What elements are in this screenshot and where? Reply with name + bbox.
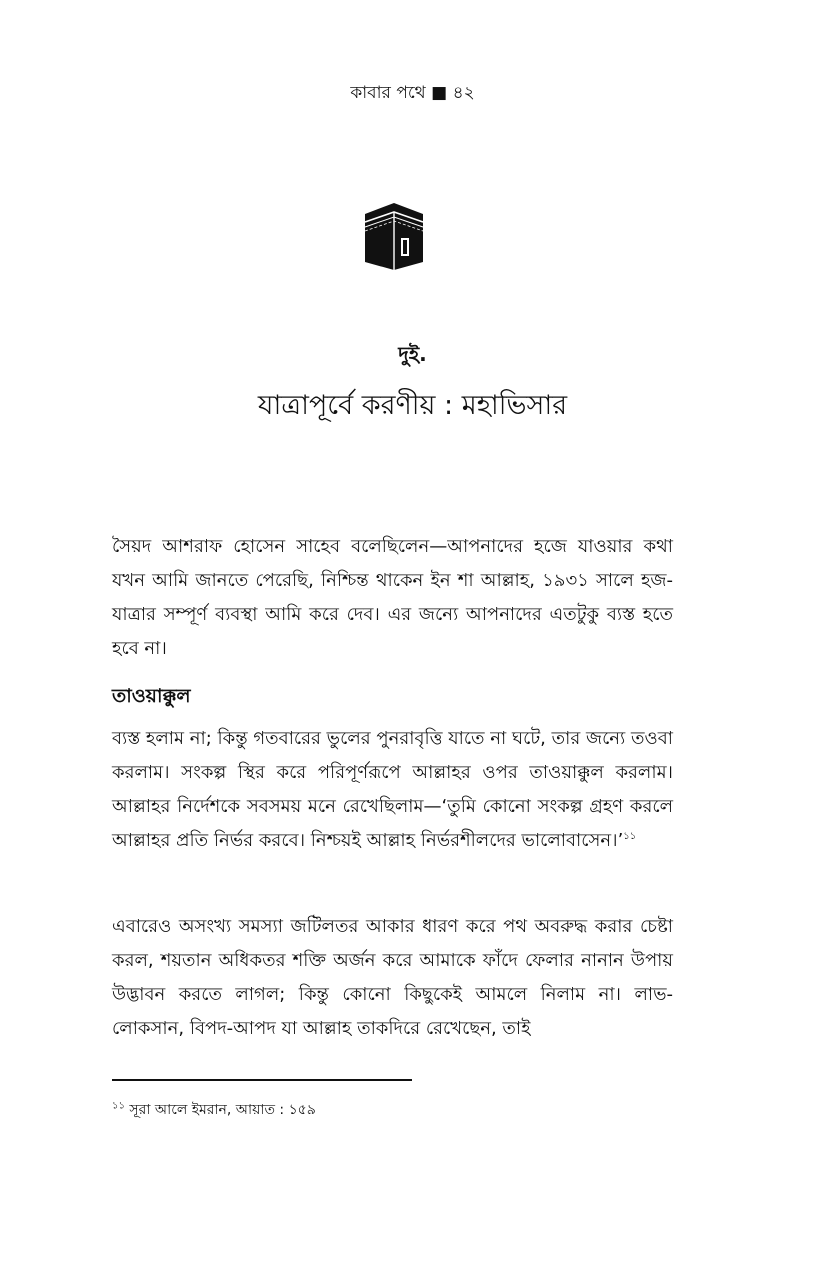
footnote-ref: ১১ <box>623 831 637 842</box>
paragraph-3: এবারেও অসংখ্য সমস্যা জটিলতর আকার ধারণ করে পথ অবরুদ্ধ করার চেষ্টা করল, শয়তান অধিকতর শক্তি অর্জন করে আমাকে ফাঁদে ফেলার নানান উপায় উদ্ভাবন করতে লাগল; কিন্তু কোনো কিছুকেই আমলে নিলাম না। লাভ-লোকসান, বিপদ-আপদ যা আল্লাহ তাকদিরে রেখেছেন, তাই <box>112 916 673 1039</box>
paragraph-2 <box>112 722 673 858</box>
footnote-text: সূরা আলে ইমরান, আয়াত : ১৫৯ <box>124 1102 316 1118</box>
running-head: কাবার পথে ■ ৪২ <box>350 83 475 103</box>
footnote <box>112 1098 316 1122</box>
chapter-title: যাত্রাপূর্বে করণীয় : মহাভিসার <box>257 390 568 421</box>
footnote-marker: ১১ <box>112 1100 125 1112</box>
section-subheading: তাওয়াক্কুল <box>112 685 191 707</box>
paragraph-1: সৈয়দ আশরাফ হোসেন সাহেব বলেছিলেন—আপনাদের হজে যাওয়ার কথা যখন আমি জানতে পেরেছি, নিশ্চিন্ত থাকেন ইন শা আল্লাহ, ১৯৩১ সালে হজ-যাত্রার সম্পূর্ণ ব্যবস্থা আমি করে দেব। এর জন্যে আপনাদের এতটুকু ব্যস্ত হতে হবে না। <box>112 536 673 659</box>
footnote-rule <box>112 1079 412 1081</box>
kaaba-icon <box>361 200 427 270</box>
chapter-number: দুই. <box>398 342 427 366</box>
paragraph-2-text: ব্যস্ত হলাম না; কিন্তু গতবারের ভুলের পুনরাবৃত্তি যাতে না ঘটে, তার জন্যে তওবা করলাম। সংকল্প স্থির করে পরিপূর্ণরূপে আল্লাহর ওপর তাওয়াক্কুল করলাম। আল্লাহর নির্দেশকে সবসময় মনে রেখেছিলাম—‘তুমি কোনো সংকল্প গ্রহণ করলে আল্লাহর প্রতি নির্ভর করবে। নিশ্চয়ই আল্লাহ নির্ভরশীলদের ভালোবাসেন।’ <box>112 728 673 851</box>
